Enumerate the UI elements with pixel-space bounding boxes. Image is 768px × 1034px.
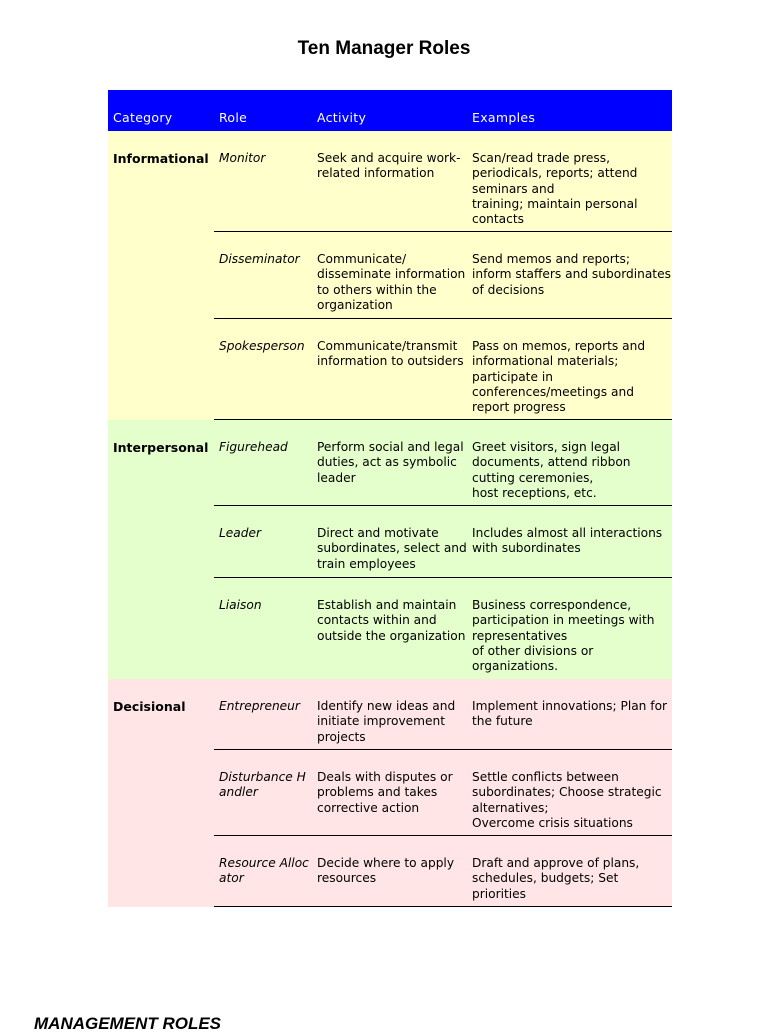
examples-cell: Scan/read trade press, periodicals, reports; attend seminars and training; maintain personal contacts [472, 151, 638, 227]
examples-cell: Greet visitors, sign legal documents, attend ribbon cutting ceremonies, host receptions, etc. [472, 440, 631, 500]
activity-cell: Communicate/transmit information to outsiders [317, 339, 464, 369]
group-informational [108, 131, 672, 420]
examples-cell: Includes almost all interactions with subordinates [472, 526, 663, 556]
table-row [214, 420, 672, 506]
activity-cell: Deals with disputes or problems and takes corrective action [317, 770, 453, 815]
examples-cell: Business correspondence, participation in meetings with representatives of other divisions or organizations. [472, 598, 655, 674]
examples-cell: Settle conflicts between subordinates; Choose strategic alternatives; Overcome crisis situations [472, 770, 662, 830]
activity-cell: Seek and acquire work-related information [317, 151, 461, 181]
role-cell: Disseminator [219, 252, 300, 266]
category-cell [108, 420, 214, 679]
group-interpersonal [108, 420, 672, 679]
section-heading: MANAGEMENT ROLES [34, 1014, 221, 1033]
activity-cell: Decide where to apply resources [317, 856, 455, 886]
header-activity: Activity [317, 110, 367, 125]
header-category: Category [113, 110, 173, 125]
category-cell [108, 131, 214, 420]
table-row [214, 506, 672, 578]
table-row [214, 750, 672, 836]
role-cell: Figurehead [219, 440, 288, 454]
page-title: Ten Manager Roles [297, 38, 471, 59]
table-row [214, 131, 672, 232]
role-cell: Liaison [219, 598, 262, 612]
activity-cell: Identify new ideas and initiate improvement projects [317, 699, 456, 744]
header-examples: Examples [472, 110, 536, 125]
examples-cell: Pass on memos, reports and informational materials; participate in conferences/meetings and report progress [472, 339, 646, 415]
table-header [108, 90, 672, 131]
table-row [214, 679, 672, 750]
activity-cell: Establish and maintain contacts within and outside the organization [317, 598, 466, 643]
examples-cell: Draft and approve of plans, schedules, budgets; Set priorities [472, 856, 640, 901]
role-cell: Entrepreneur [219, 699, 300, 713]
header-role: Role [219, 110, 248, 125]
category-label: Informational [113, 151, 209, 166]
examples-cell: Implement innovations; Plan for the future [472, 699, 668, 729]
roles-table [108, 90, 672, 907]
category-cell [108, 679, 214, 907]
table-row [214, 319, 672, 420]
activity-cell: Communicate/ disseminate information to others within the organization [317, 252, 466, 312]
examples-cell: Send memos and reports; inform staffers and subordinates of decisions [472, 252, 671, 297]
activity-cell: Direct and motivate subordinates, select and train employees [317, 526, 467, 571]
role-cell: Disturbance Handler [219, 770, 306, 800]
group-decisional [108, 679, 672, 907]
table-row [214, 836, 672, 907]
table-row [214, 232, 672, 319]
activity-cell: Perform social and legal duties, act as symbolic leader [317, 440, 464, 485]
role-cell: Spokesperson [219, 339, 305, 353]
role-cell: Resource Allocator [219, 856, 309, 886]
category-label: Decisional [113, 699, 186, 714]
table-row [214, 578, 672, 679]
category-label: Interpersonal [113, 440, 209, 455]
role-cell: Leader [219, 526, 262, 540]
role-cell: Monitor [219, 151, 266, 165]
